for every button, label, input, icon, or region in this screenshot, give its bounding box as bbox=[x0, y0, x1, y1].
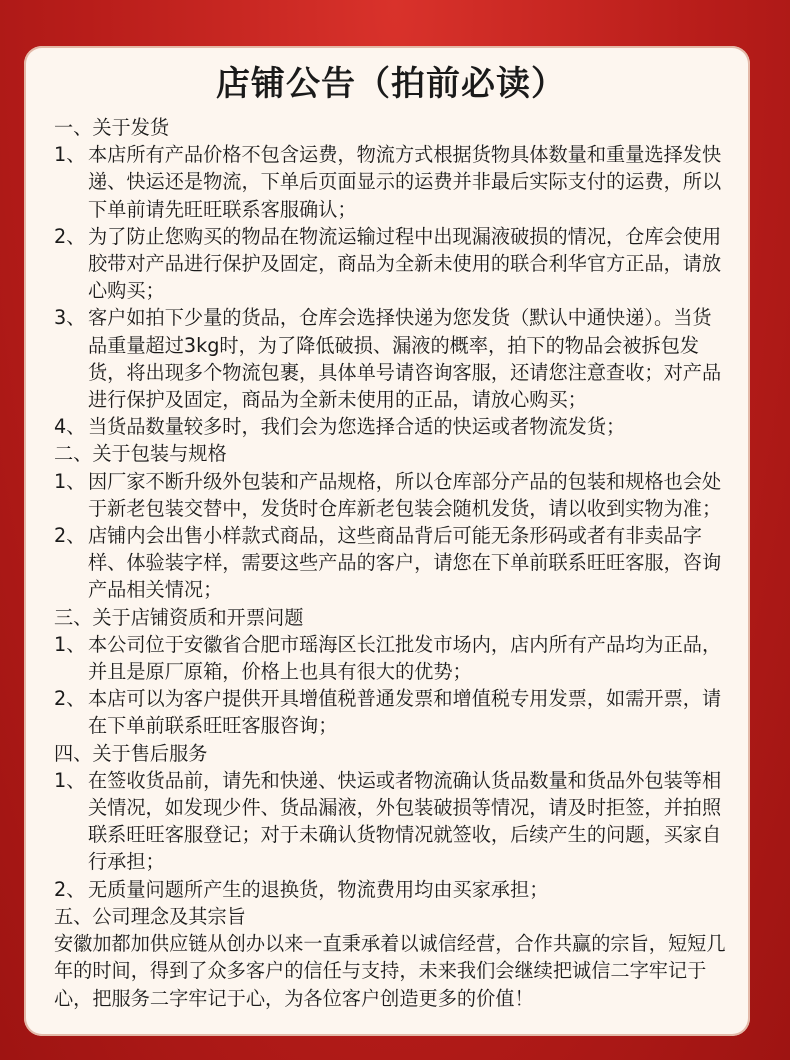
notice-card bbox=[24, 46, 750, 1036]
item-text: 当货品数量较多时，我们会为您选择合适的快运或者物流发货； bbox=[88, 415, 626, 439]
item-text: 客户如拍下少量的货品，仓库会选择快递为您发货（默认中通快递）。当货品重量超过3kg时，为了降低破损、漏液的概率，拍下的物品会被拆包发货，将出现多个物流包裹，具体单号请咨询客服，还请您注意查收；对产品进行保护及固定，商品为全新未使用的正品，请放心购买； bbox=[88, 306, 722, 412]
item-text: 本店所有产品价格不包含运费，物流方式根据货物具体数量和重量选择发快递、快运还是物流，下单后页面显示的运费并非最后实际支付的运费，所以下单前请先旺旺联系客服确认； bbox=[88, 143, 722, 221]
item-text: 为了防止您购买的物品在物流运输过程中出现漏液破损的情况，仓库会使用胶带对产品进行保护及固定，商品为全新未使用的联合利华官方正品，请放心购买； bbox=[88, 224, 722, 303]
item-number: 2、 bbox=[54, 224, 86, 248]
notice-item bbox=[54, 304, 728, 413]
notice-item bbox=[54, 223, 728, 305]
item-number: 1、 bbox=[54, 469, 86, 493]
item-text: 店铺内会出售小样款式商品，这些商品背后可能无条形码或者有非卖品字样、体验装字样，需要这些产品的客户，请您在下单前联系旺旺客服，咨询产品相关情况； bbox=[88, 524, 722, 602]
item-text: 本店可以为客户提供开具增值税普通发票和增值税专用发票，如需开票，请在下单前联系旺旺客服咨询； bbox=[88, 687, 722, 738]
section-heading: 三、关于店铺资质和开票问题 bbox=[54, 605, 304, 629]
item-text: 本公司位于安徽省合肥市瑶海区长江批发市场内，店内所有产品均为正品，并且是原厂原箱，价格上也具有很大的优势； bbox=[88, 632, 722, 684]
item-number: 2、 bbox=[54, 524, 86, 548]
notice-item bbox=[54, 631, 728, 685]
item-number: 3、 bbox=[54, 306, 86, 330]
section-heading: 四、关于售后服务 bbox=[54, 741, 208, 765]
section-heading: 五、公司理念及其宗旨 bbox=[54, 904, 246, 928]
item-number: 2、 bbox=[54, 687, 86, 711]
section-heading: 一、关于发货 bbox=[54, 116, 170, 139]
closing-paragraph: 安徽加都加供应链从创办以来一直秉承着以诚信经营，合作共赢的宗旨，短短几年的时间，得到了众多客户的信任与支持，未来我们会继续把诚信二字牢记于心，把服务二字牢记于心，为各位客户创造更多的价值！ bbox=[54, 932, 726, 1010]
item-text: 无质量问题所产生的退换货，物流费用均由买家承担； bbox=[88, 877, 549, 901]
item-number: 4、 bbox=[54, 415, 86, 439]
notice-item bbox=[54, 468, 728, 522]
item-number: 1、 bbox=[54, 632, 86, 656]
notice-item bbox=[54, 685, 728, 739]
notice-item bbox=[54, 767, 728, 876]
notice-item bbox=[54, 141, 728, 223]
notice-item bbox=[54, 876, 728, 903]
item-text: 在签收货品前，请先和快递、快运或者物流确认货品数量和货品外包装等相关情况，如发现少件、货品漏液，外包装破损等情况，请及时拒签，并拍照联系旺旺客服登记；对于未确认货物情况就签收，后续产生的问题，买家自行承担； bbox=[88, 768, 722, 874]
notice-body bbox=[54, 114, 728, 1012]
notice-title: 店铺公告（拍前必读） bbox=[216, 64, 566, 104]
section-heading: 二、关于包装与规格 bbox=[54, 442, 227, 466]
item-text: 因厂家不断升级外包装和产品规格，所以仓库部分产品的包装和规格也会处于新老包装交替中，发货时仓库新老包装会随机发货，请以收到实物为准； bbox=[88, 469, 722, 520]
notice-item bbox=[54, 413, 728, 440]
item-number: 1、 bbox=[54, 143, 86, 167]
item-number: 1、 bbox=[54, 768, 86, 792]
notice-item bbox=[54, 522, 728, 604]
item-number: 2、 bbox=[54, 877, 86, 901]
